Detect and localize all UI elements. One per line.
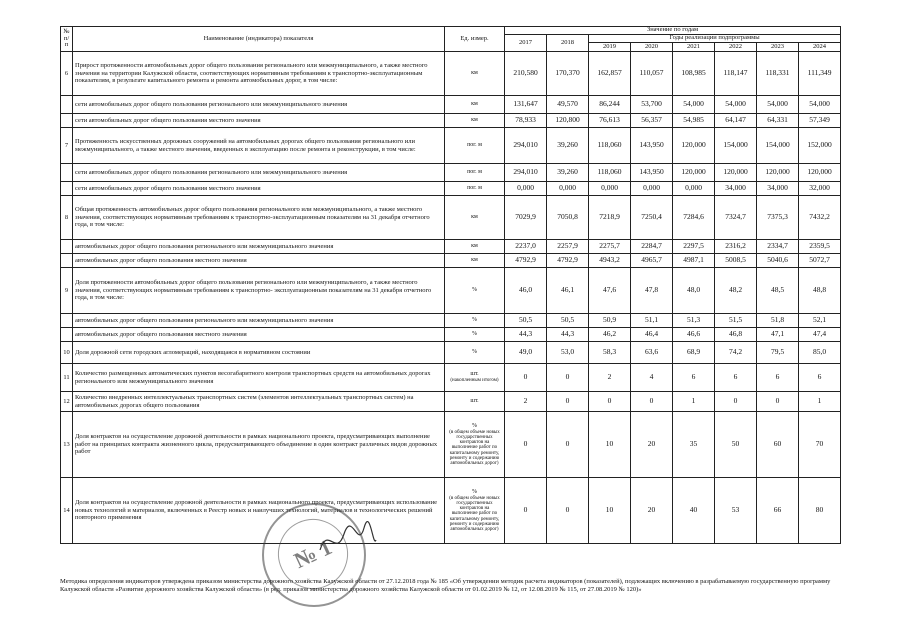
indicator-name: автомобильных дорог общего пользования регионального или межмуниципального значения [73, 240, 445, 254]
table-row [61, 268, 841, 314]
value-cell: 0,000 [673, 182, 715, 196]
value-cell: 2275,7 [589, 240, 631, 254]
unit-note: (в общем объеме новых государственных контрактов на выполнение работ по капитальному ремонту, ремонту и содержанию автомобильных дорог) [449, 495, 500, 533]
value-cell: 20 [631, 412, 673, 478]
unit-cell [445, 164, 505, 182]
value-cell: 85,0 [799, 342, 841, 364]
value-cell: 7218,9 [589, 196, 631, 240]
table-row [61, 196, 841, 240]
table-row [61, 328, 841, 342]
unit-cell [445, 96, 505, 114]
header-subprogram-years: Годы реализации подпрограммы [589, 35, 841, 43]
row-number [61, 328, 73, 342]
value-cell: 4792,9 [547, 254, 589, 268]
value-cell: 0 [547, 392, 589, 412]
unit-label: % [472, 317, 477, 324]
unit-label: % [472, 287, 477, 294]
unit-cell [445, 128, 505, 164]
footnote: Методика определения индикаторов утверждена приказом министерства дорожного хозяйства Калужской области от 27.12.2018 года № 185 «Об утверждении методик расчета индикаторов (показателей), подлежащих включению в разрабатываемую государственную программу Калужской области «Развитие дорожного хозяйства Калужской области» (в ред. приказов министерства дорожного хозяйства Калужской области от 01.02.2019 № 12, от 12.08.2019 № 115, от 27.08.2019 № 120)» [60, 578, 831, 594]
indicator-name: сети автомобильных дорог общего пользования местного значения [73, 114, 445, 128]
value-cell: 50 [715, 412, 757, 478]
value-cell: 58,3 [589, 342, 631, 364]
value-cell: 0 [505, 364, 547, 392]
value-cell: 1 [799, 392, 841, 412]
unit-label: % [472, 422, 477, 429]
value-cell: 68,9 [673, 342, 715, 364]
handwritten-signature [318, 520, 378, 560]
value-cell: 47,6 [589, 268, 631, 314]
value-cell: 118,060 [589, 164, 631, 182]
value-cell: 50,9 [589, 314, 631, 328]
indicator-name: Протяженность искусственных дорожных сооружений на автомобильных дорогах общего пользования регионального или межмуниципального, а также местного значения, введенных в эксплуатацию после ремонта и реконструкции, в том числе: [73, 128, 445, 164]
value-cell: 70 [799, 412, 841, 478]
unit-cell [445, 412, 505, 478]
unit-label: % [472, 349, 477, 356]
value-cell: 6 [757, 364, 799, 392]
value-cell: 4943,2 [589, 254, 631, 268]
value-cell: 53 [715, 478, 757, 544]
value-cell: 76,613 [589, 114, 631, 128]
value-cell: 143,950 [631, 164, 673, 182]
value-cell: 86,244 [589, 96, 631, 114]
unit-cell [445, 268, 505, 314]
value-cell: 54,000 [715, 96, 757, 114]
unit-cell [445, 328, 505, 342]
value-cell: 108,985 [673, 52, 715, 96]
value-cell: 7284,6 [673, 196, 715, 240]
unit-label: км [471, 117, 478, 124]
value-cell: 294,010 [505, 164, 547, 182]
table-row [61, 392, 841, 412]
value-cell: 48,0 [673, 268, 715, 314]
row-number: 8 [61, 196, 73, 240]
value-cell: 294,010 [505, 128, 547, 164]
value-cell: 46,1 [547, 268, 589, 314]
value-cell: 0,000 [589, 182, 631, 196]
table-row [61, 182, 841, 196]
indicator-name: автомобильных дорог общего пользования регионального или межмуниципального значения [73, 314, 445, 328]
value-cell: 63,6 [631, 342, 673, 364]
value-cell: 152,000 [799, 128, 841, 164]
value-cell: 5072,7 [799, 254, 841, 268]
unit-label: пог. м [467, 185, 482, 192]
indicator-name: Общая протяженность автомобильных дорог общего пользования регионального или межмуниципального, а также местного значения, соответствующих нормативным требованиям к транспортно-эксплуатационным показателям на 31 декабря отчетного года, в том числе: [73, 196, 445, 240]
row-number [61, 314, 73, 328]
indicator-name: Доля контрактов на осуществление дорожной деятельности в рамках национального проекта, предусматривающих использование новых технологий и материалов, включенных в Реестр новых и наилучших технологий, материалов и технологических решений повторного применения [73, 478, 445, 544]
table-row [61, 364, 841, 392]
unit-label: % [472, 331, 477, 338]
value-cell: 35 [673, 412, 715, 478]
table-row [61, 314, 841, 328]
value-cell: 47,4 [799, 328, 841, 342]
value-cell: 2316,2 [715, 240, 757, 254]
indicator-name: сети автомобильных дорог общего пользования регионального или межмуниципального значения [73, 96, 445, 114]
value-cell: 2237,0 [505, 240, 547, 254]
value-cell: 79,5 [757, 342, 799, 364]
unit-label: % [472, 488, 477, 495]
header-year: 2023 [757, 43, 799, 52]
unit-label: км [471, 243, 478, 250]
value-cell: 5008,5 [715, 254, 757, 268]
value-cell: 120,000 [673, 164, 715, 182]
value-cell: 54,000 [799, 96, 841, 114]
value-cell: 118,331 [757, 52, 799, 96]
value-cell: 46,0 [505, 268, 547, 314]
value-cell: 46,8 [715, 328, 757, 342]
value-cell: 49,0 [505, 342, 547, 364]
table-row [61, 342, 841, 364]
value-cell: 2 [505, 392, 547, 412]
value-cell: 20 [631, 478, 673, 544]
indicator-name: Доля контрактов на осуществление дорожной деятельности в рамках национального проекта, предусматривающих выполнение работ на принципах контракта жизненного цикла, предусматривающего объединение в один контракт различных видов дорожных работ [73, 412, 445, 478]
value-cell: 0 [505, 478, 547, 544]
value-cell: 46,2 [589, 328, 631, 342]
value-cell: 47,1 [757, 328, 799, 342]
header-year: 2017 [505, 35, 547, 52]
value-cell: 162,857 [589, 52, 631, 96]
value-cell: 53,0 [547, 342, 589, 364]
value-cell: 48,2 [715, 268, 757, 314]
unit-cell [445, 196, 505, 240]
value-cell: 54,985 [673, 114, 715, 128]
value-cell: 0 [547, 412, 589, 478]
value-cell: 4 [631, 364, 673, 392]
value-cell: 50,5 [547, 314, 589, 328]
unit-label: км [471, 101, 478, 108]
unit-cell [445, 240, 505, 254]
unit-cell [445, 392, 505, 412]
value-cell: 120,000 [673, 128, 715, 164]
value-cell: 6 [715, 364, 757, 392]
value-cell: 170,370 [547, 52, 589, 96]
value-cell: 50,5 [505, 314, 547, 328]
value-cell: 2257,9 [547, 240, 589, 254]
stamp-number: № 1 [266, 507, 359, 600]
value-cell: 44,3 [505, 328, 547, 342]
value-cell: 118,147 [715, 52, 757, 96]
value-cell: 143,950 [631, 128, 673, 164]
value-cell: 49,570 [547, 96, 589, 114]
unit-label: шт. [470, 371, 479, 378]
value-cell: 120,000 [715, 164, 757, 182]
value-cell: 47,8 [631, 268, 673, 314]
table-row [61, 164, 841, 182]
row-number: 6 [61, 52, 73, 96]
value-cell: 0,000 [631, 182, 673, 196]
header-year: 2018 [547, 35, 589, 52]
value-cell: 80 [799, 478, 841, 544]
value-cell: 74,2 [715, 342, 757, 364]
value-cell: 7250,4 [631, 196, 673, 240]
value-cell: 120,000 [799, 164, 841, 182]
table-row [61, 52, 841, 96]
value-cell: 154,000 [757, 128, 799, 164]
value-cell: 46,4 [631, 328, 673, 342]
value-cell: 2284,7 [631, 240, 673, 254]
row-number [61, 164, 73, 182]
indicator-name: сети автомобильных дорог общего пользования местного значения [73, 182, 445, 196]
indicator-name: автомобильных дорог общего пользования местного значения [73, 328, 445, 342]
table-body [61, 52, 841, 544]
unit-cell [445, 114, 505, 128]
row-number [61, 182, 73, 196]
value-cell: 48,5 [757, 268, 799, 314]
indicator-name: Прирост протяженности автомобильных дорог общего пользования регионального или межмуниципального, а также местного значения на территории Калужской области, соответствующих нормативным требованиям к транспортно-эксплуатационным показателям, в результате капитального ремонта и ремонта автомобильных дорог, в том числе: [73, 52, 445, 96]
value-cell: 44,3 [547, 328, 589, 342]
value-cell: 57,349 [799, 114, 841, 128]
value-cell: 120,800 [547, 114, 589, 128]
indicator-name: сети автомобильных дорог общего пользования регионального или межмуниципального значения [73, 164, 445, 182]
value-cell: 34,000 [757, 182, 799, 196]
header-year: 2019 [589, 43, 631, 52]
value-cell: 7050,8 [547, 196, 589, 240]
value-cell: 0,000 [547, 182, 589, 196]
value-cell: 40 [673, 478, 715, 544]
value-cell: 48,8 [799, 268, 841, 314]
value-cell: 210,580 [505, 52, 547, 96]
value-cell: 154,000 [715, 128, 757, 164]
value-cell: 0 [715, 392, 757, 412]
value-cell: 64,331 [757, 114, 799, 128]
value-cell: 7029,9 [505, 196, 547, 240]
table-row [61, 412, 841, 478]
value-cell: 1 [673, 392, 715, 412]
value-cell: 34,000 [715, 182, 757, 196]
row-number: 12 [61, 392, 73, 412]
value-cell: 56,357 [631, 114, 673, 128]
value-cell: 66 [757, 478, 799, 544]
value-cell: 53,700 [631, 96, 673, 114]
value-cell: 51,1 [631, 314, 673, 328]
row-number: 9 [61, 268, 73, 314]
value-cell: 32,000 [799, 182, 841, 196]
unit-label: пог. м [467, 169, 482, 176]
value-cell: 0 [547, 364, 589, 392]
value-cell: 78,933 [505, 114, 547, 128]
indicators-table [60, 26, 841, 544]
unit-cell [445, 52, 505, 96]
value-cell: 39,260 [547, 128, 589, 164]
row-number: 14 [61, 478, 73, 544]
indicator-name: автомобильных дорог общего пользования местного значения [73, 254, 445, 268]
header-values-by-year: Значение по годам [505, 27, 841, 35]
value-cell: 60 [757, 412, 799, 478]
row-number: 13 [61, 412, 73, 478]
unit-note: (в общем объеме новых государственных контрактов на выполнение работ по капитальному ремонту, ремонту и содержанию автомобильных дорог) [449, 429, 500, 467]
table-row [61, 114, 841, 128]
value-cell: 10 [589, 412, 631, 478]
value-cell: 7432,2 [799, 196, 841, 240]
indicator-name: Количество внедренных интеллектуальных транспортных систем (элементов интеллектуальных транспортных систем) на автомобильных дорогах общего пользования [73, 392, 445, 412]
header-year: 2022 [715, 43, 757, 52]
value-cell: 6 [673, 364, 715, 392]
value-cell: 64,147 [715, 114, 757, 128]
header-year: 2021 [673, 43, 715, 52]
unit-cell [445, 314, 505, 328]
row-number: 7 [61, 128, 73, 164]
value-cell: 54,000 [757, 96, 799, 114]
value-cell: 0 [631, 392, 673, 412]
row-number [61, 114, 73, 128]
unit-cell [445, 478, 505, 544]
row-number [61, 240, 73, 254]
indicator-name: Доля дорожной сети городских агломераций, находящаяся в нормативном состоянии [73, 342, 445, 364]
value-cell: 46,6 [673, 328, 715, 342]
value-cell: 4965,7 [631, 254, 673, 268]
value-cell: 111,349 [799, 52, 841, 96]
value-cell: 0 [547, 478, 589, 544]
indicator-name: Доля протяженности автомобильных дорог общего пользования регионального или межмуниципального, а также местного значения, соответствующих нормативным требованиям к транспортно- эксплуатационным показателям на 31 декабря отчетного года, в том числе: [73, 268, 445, 314]
unit-note: (накопленным итогом) [450, 378, 499, 384]
unit-label: км [471, 257, 478, 264]
value-cell: 0 [589, 392, 631, 412]
value-cell: 51,8 [757, 314, 799, 328]
row-number: 10 [61, 342, 73, 364]
value-cell: 118,060 [589, 128, 631, 164]
value-cell: 2334,7 [757, 240, 799, 254]
value-cell: 0 [757, 392, 799, 412]
indicator-name: Количество размещенных автоматических пунктов весогабаритного контроля транспортных средств на автомобильных дорогах регионального или межмуниципального значения [73, 364, 445, 392]
value-cell: 0,000 [505, 182, 547, 196]
value-cell: 4792,9 [505, 254, 547, 268]
value-cell: 5040,6 [757, 254, 799, 268]
value-cell: 51,3 [673, 314, 715, 328]
value-cell: 7324,7 [715, 196, 757, 240]
table-row [61, 478, 841, 544]
value-cell: 2297,5 [673, 240, 715, 254]
unit-cell [445, 182, 505, 196]
value-cell: 2 [589, 364, 631, 392]
value-cell: 54,000 [673, 96, 715, 114]
row-number: 11 [61, 364, 73, 392]
header-year: 2020 [631, 43, 673, 52]
unit-label: км [471, 214, 478, 221]
unit-cell [445, 254, 505, 268]
row-number [61, 96, 73, 114]
value-cell: 39,260 [547, 164, 589, 182]
value-cell: 0 [505, 412, 547, 478]
value-cell: 4987,1 [673, 254, 715, 268]
unit-label: км [471, 70, 478, 77]
header-name: Наименование (индикатора) показателя [73, 27, 445, 52]
header-unit: Ед. измер. [445, 27, 505, 52]
value-cell: 7375,3 [757, 196, 799, 240]
header-no: № п/п [61, 27, 73, 52]
value-cell: 2359,5 [799, 240, 841, 254]
table-row [61, 128, 841, 164]
value-cell: 120,000 [757, 164, 799, 182]
table-row [61, 96, 841, 114]
value-cell: 51,5 [715, 314, 757, 328]
value-cell: 52,1 [799, 314, 841, 328]
value-cell: 131,647 [505, 96, 547, 114]
row-number [61, 254, 73, 268]
header-year: 2024 [799, 43, 841, 52]
table-row [61, 254, 841, 268]
unit-label: пог. м [467, 142, 482, 149]
table-row [61, 240, 841, 254]
unit-cell [445, 342, 505, 364]
unit-label: шт. [470, 398, 479, 405]
value-cell: 10 [589, 478, 631, 544]
value-cell: 6 [799, 364, 841, 392]
unit-cell [445, 364, 505, 392]
value-cell: 110,057 [631, 52, 673, 96]
